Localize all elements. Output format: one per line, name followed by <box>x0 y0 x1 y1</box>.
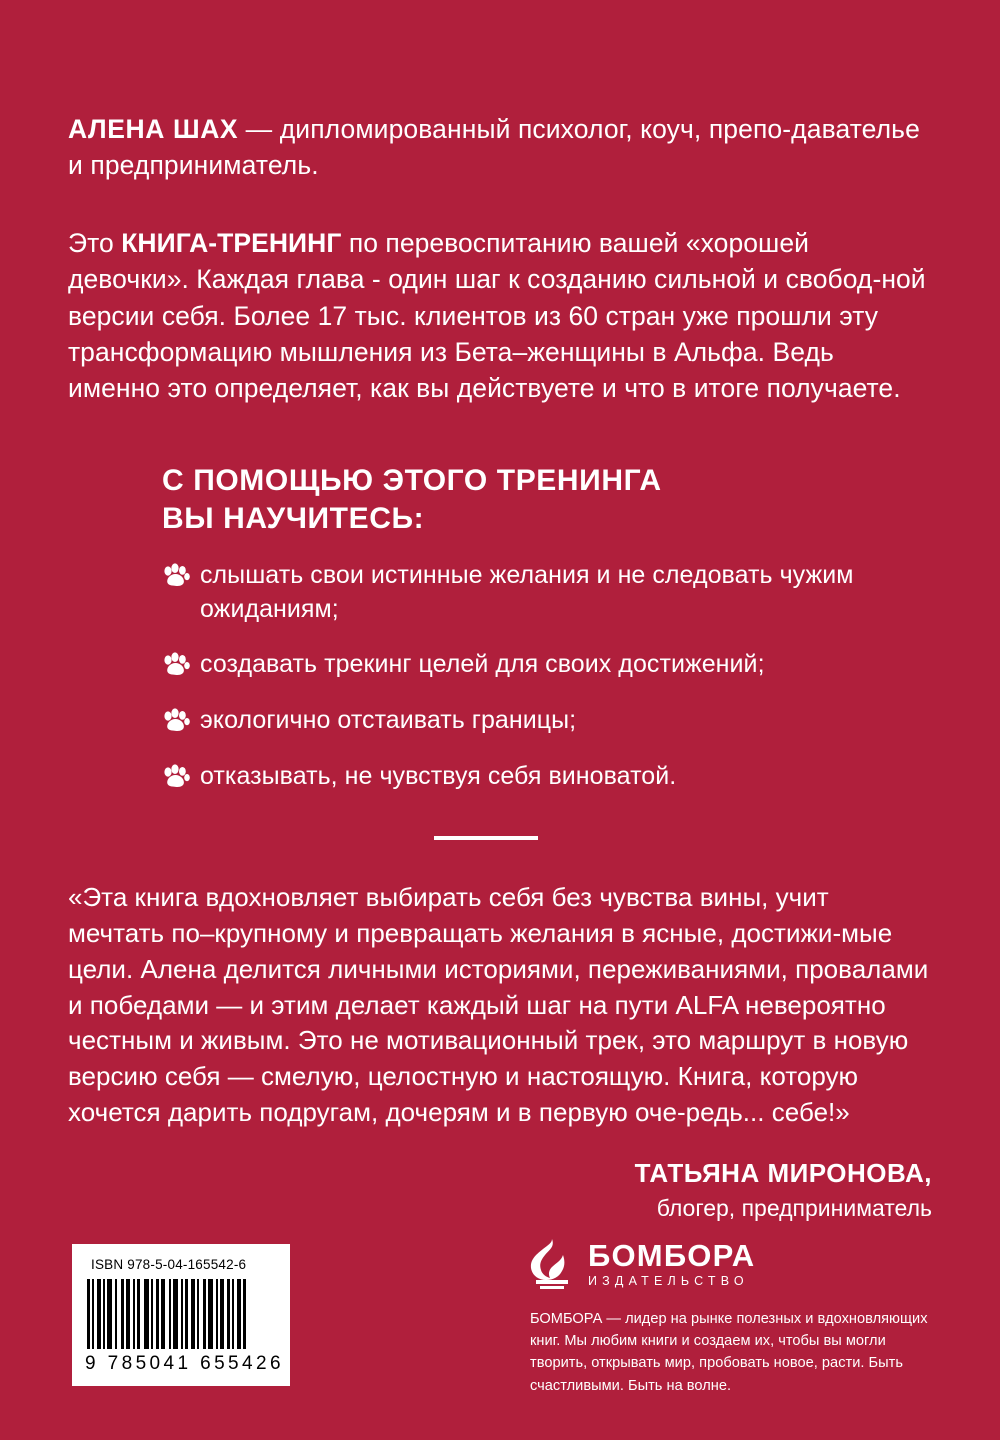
review-quote: «Эта книга вдохновляет выбирать себя без чувства вины, учит мечтать по–крупному и превращать желания в ясные, достижи‑мые цели. Алена делится личными историями, переживаниями, провалами и победами — и этим делает каждый шаг на пути ALFA невероятно честным и живым. Это не мотивационный трек, это маршрут в новую версию себя — смелую, целостную и настоящую. Книга, которую хочется дарить подругам, дочерям и в первую оче‑редь... себе!» <box>68 881 929 1128</box>
publisher-name: БОМБОРА <box>588 1238 756 1274</box>
publisher-subtitle: ИЗДАТЕЛЬСТВО <box>588 1274 749 1289</box>
learn-heading-line2: ВЫ НАУЧИТЕСЬ: <box>162 501 425 535</box>
list-item <box>68 559 932 626</box>
quote-author-name: ТАТЬЯНА МИРОНОВА, <box>634 1158 932 1189</box>
intro-after-text: по перевоспитанию вашей «хорошей девочки». Каждая глава - один шаг к созданию сильной и свобод‑ной версии себя. Более 17 тыс. клиентов из 60 стран уже прошли эту трансформацию мышления из Бета–женщины в Альфа. Ведь именно это определяет, как вы действуете и что в итоге получаете. <box>68 228 926 404</box>
bombora-flame-icon <box>530 1238 574 1290</box>
paw-icon <box>162 652 190 678</box>
book-description-paragraph <box>68 225 932 406</box>
cover-content <box>68 112 932 1224</box>
author-intro-paragraph <box>68 112 932 183</box>
section-divider <box>434 836 538 840</box>
author-intro-rest: — дипломированный психолог, коуч, препо-давателье и предприниматель. <box>68 114 920 180</box>
isbn-barcode-panel <box>72 1244 290 1386</box>
publisher-block <box>530 1238 930 1397</box>
paw-icon <box>162 708 190 734</box>
list-item-label: слышать свои истинные желания и не следовать чужим ожиданиям; <box>200 561 854 623</box>
list-item <box>68 704 932 738</box>
list-item <box>68 648 932 682</box>
paw-icon <box>162 563 190 589</box>
publisher-names <box>588 1240 755 1288</box>
list-item <box>68 760 932 794</box>
publisher-logo-row <box>530 1238 930 1290</box>
intro-before-text: Это <box>68 228 122 258</box>
publisher-description: БОМБОРА — лидер на рынке полезных и вдохновляющих книг. Мы любим книги и создаем их, чтобы вы могли творить, открывать мир, пробовать новое, расти. Быть счастливыми. Быть на волне. <box>530 1311 928 1394</box>
learn-heading <box>68 462 932 537</box>
intro-highlight: КНИГА-ТРЕНИНГ <box>121 228 342 258</box>
barcode-digits <box>85 1353 284 1375</box>
author-name: АЛЕНА ШАХ <box>68 114 239 144</box>
quote-attribution <box>68 1157 932 1224</box>
learn-list <box>68 559 932 794</box>
list-item-label: отказывать, не чувствуя себя виноватой. <box>200 761 677 790</box>
quote-author-role: блогер, предприниматель <box>656 1194 932 1221</box>
list-item-label: экологично отстаивать границы; <box>200 705 577 734</box>
list-item-label: создавать трекинг целей для своих достижений; <box>200 649 765 678</box>
barcode-digits-value: 9 785041 655426 <box>85 1353 284 1374</box>
paw-icon <box>162 764 190 790</box>
isbn-label: ISBN 978-5-04-165542-6 <box>91 1257 247 1272</box>
learn-heading-line1: С ПОМОЩЬЮ ЭТОГО ТРЕНИНГА <box>162 464 662 498</box>
barcode-image <box>87 1279 277 1349</box>
